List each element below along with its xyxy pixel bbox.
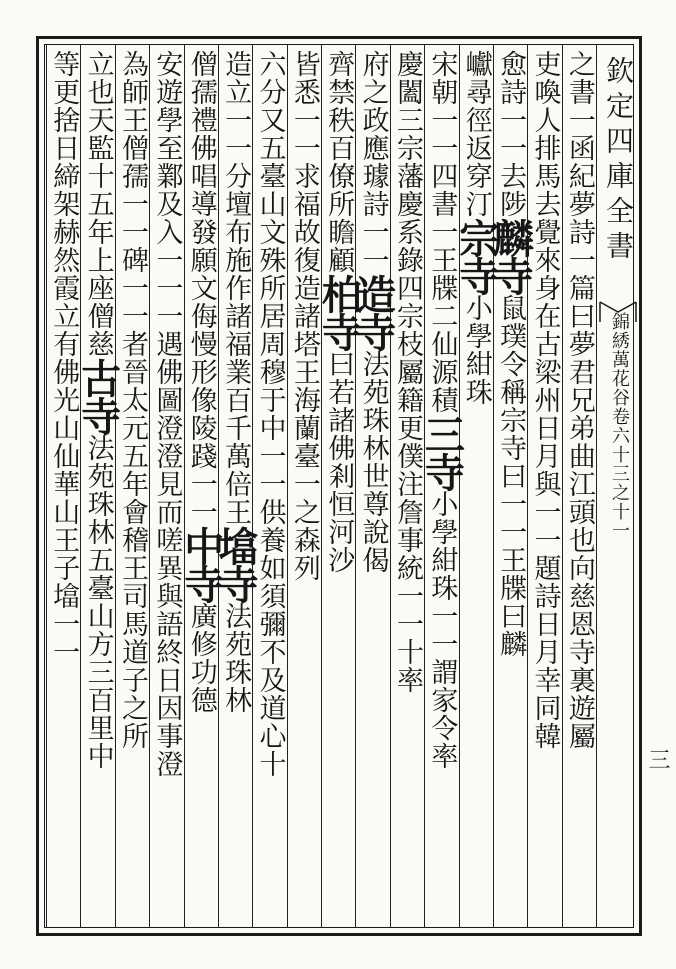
text-segment: 法苑珠林五臺山方三百里中: [82, 434, 114, 770]
text-segment: 府之政應璩詩一一: [357, 50, 389, 274]
text-segment: 宋朝一一四書一王牒二仙源積: [426, 50, 458, 414]
heading-term: 中寺: [177, 526, 225, 602]
text-column: [389, 50, 425, 920]
text-segment: 齊禁秩百僚所瞻顧: [323, 50, 355, 274]
text-column: [177, 50, 225, 920]
text-segment: 法苑珠林: [220, 602, 252, 714]
text-segment: 等更捨日締架赫然霞立: [48, 50, 80, 330]
text-column: [212, 50, 260, 920]
heading-term: 造寺: [349, 274, 397, 350]
text-column: [45, 50, 81, 920]
text-segment: 立也天監十五年上座僧慈: [82, 50, 114, 358]
text-column: [114, 50, 150, 920]
text-segment: 小學紺珠一一謂家令率: [426, 490, 458, 770]
text-column: [74, 50, 122, 920]
text-segment: 吏喚人排馬去覺來身在古梁州日月與一一題詩日月幸同韓: [529, 50, 561, 750]
heading-term: 三寺: [418, 414, 466, 490]
text-column: [561, 50, 597, 920]
text-column: [526, 50, 562, 920]
text-segment: 慶闔三宗藩慶系錄四宗枝屬籍: [391, 50, 423, 414]
text-segment: 更僕注詹事統一一十率: [391, 414, 423, 694]
text-segment: 小學紺珠: [460, 294, 492, 406]
text-segment: 有佛光山仙華山王子墖一一: [48, 330, 80, 666]
heading-term: 柏寺: [315, 274, 363, 350]
page-number: 三: [645, 748, 670, 770]
text-column: [418, 50, 466, 920]
text-segment: 王海蘭臺一之森列: [288, 358, 320, 582]
text-segment: 造立一一分壇布施作諸福業百千萬倍王: [220, 50, 252, 526]
text-segment: 巘尋徑返穿汀: [460, 50, 492, 218]
text-segment: 曰若諸佛剎恒河沙: [323, 350, 355, 574]
heading-term: 麟寺: [487, 218, 535, 294]
text-column: [487, 50, 535, 920]
text-segment: 之書一函紀夢詩一篇曰夢君兄弟曲江頭也向慈恩寺裏遊屬: [563, 50, 595, 750]
text-segment: 鼠璞令稱宗寺曰一一王牒曰麟: [495, 294, 527, 658]
text-segment: 法苑珠林世尊說偈: [357, 350, 389, 574]
text-segment: 廣修功德: [185, 602, 217, 714]
text-segment: 愈詩一一去陟: [495, 50, 527, 218]
text-column: [286, 50, 322, 920]
heading-term: 墖寺: [212, 526, 260, 602]
text-column: [315, 50, 363, 920]
text-segment: 如須彌不及道心十: [254, 554, 286, 778]
text-column: [349, 50, 397, 920]
text-column: [148, 50, 184, 920]
heading-term: 宗寺: [452, 218, 500, 294]
book-subtitle: 錦綉萬花谷卷六十三之十一: [609, 312, 630, 540]
text-segment: 僧孺禮佛唱導發願文侮慢形像陵踐一一: [185, 50, 217, 526]
text-segment: 皆悉一一求福故復造諸塔: [288, 50, 320, 358]
text-segment: 六分又五臺山文殊所居周穆于中一一供養: [254, 50, 286, 554]
book-title: 欽定四庫全書: [602, 56, 635, 266]
text-segment: 為師王僧孺一一碑一一者晉太元五年會稽王司馬道子之所: [116, 50, 148, 750]
text-segment: 安遊學至鄴及入一一一遇佛圖澄澄見而嗟異與語終日因事澄: [151, 50, 183, 778]
text-column: [251, 50, 287, 920]
heading-term: 古寺: [74, 358, 122, 434]
